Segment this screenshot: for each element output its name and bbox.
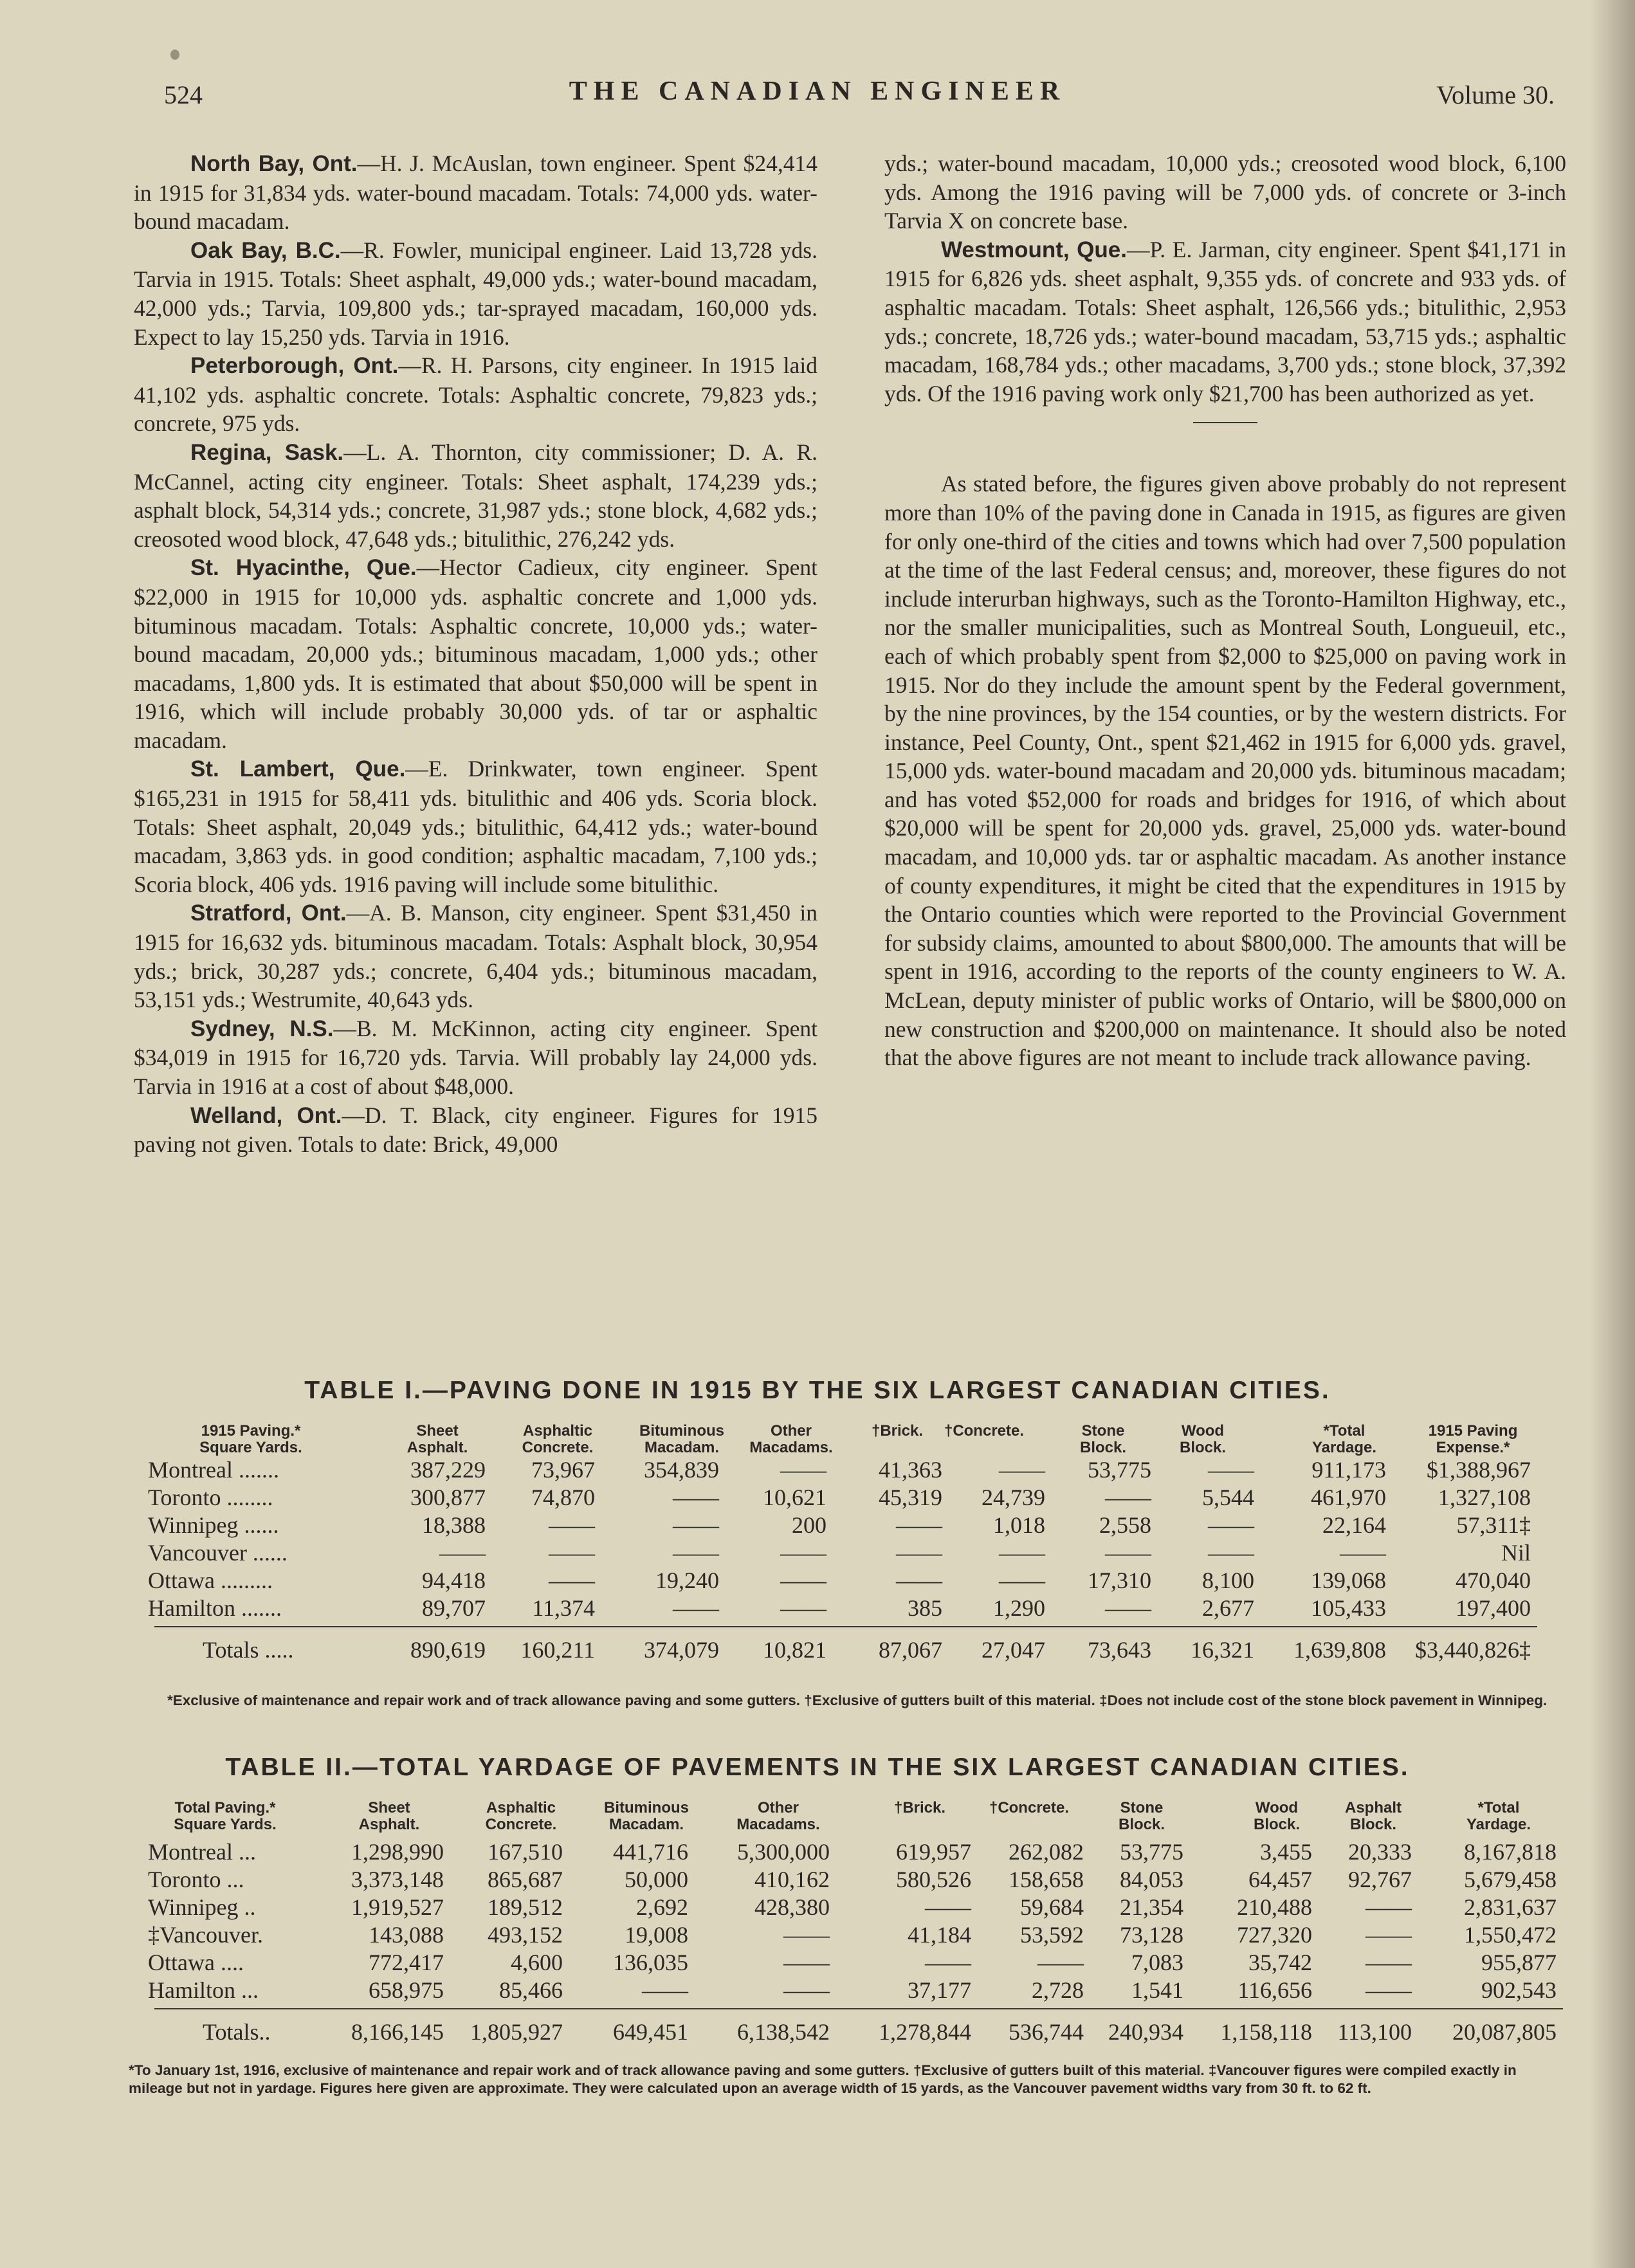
table-cell: 19,240 — [655, 1568, 719, 1593]
table-cell: 18,388 — [422, 1512, 486, 1538]
table-cell: 59,684 — [1020, 1894, 1084, 1920]
table-cell: 1,919,527 — [351, 1894, 444, 1920]
totals-cell: 1,158,118 — [1220, 2019, 1312, 2045]
table-cell: —— — [439, 1540, 486, 1566]
table-cell: —— — [1340, 1540, 1386, 1566]
table-cell: 24,739 — [982, 1485, 1045, 1510]
table-cell: 41,184 — [908, 1922, 971, 1948]
table-cell: 85,466 — [499, 1977, 563, 2003]
table-cell: 35,742 — [1248, 1950, 1312, 1975]
table-cell: 2,831,637 — [1464, 1894, 1557, 1920]
table-cell: 493,152 — [488, 1922, 563, 1948]
table-cell: 57,311‡ — [1456, 1512, 1531, 1538]
column-header: Sheet Asphalt. — [406, 1422, 468, 1456]
table-cell: 865,687 — [488, 1867, 563, 1892]
totals-cell: 890,619 — [410, 1637, 486, 1663]
table-cell: 116,656 — [1238, 1977, 1312, 2003]
table-cell: 89,707 — [422, 1595, 486, 1621]
table-cell: 461,970 — [1311, 1485, 1386, 1510]
row-label: Ottawa .... — [148, 1950, 244, 1975]
totals-cell: 27,047 — [982, 1637, 1045, 1663]
table-cell: 911,173 — [1311, 1457, 1386, 1483]
totals-cell: 240,934 — [1108, 2019, 1183, 2045]
table-cell: 8,167,818 — [1464, 1839, 1557, 1865]
table-cell: 136,035 — [613, 1950, 688, 1975]
table-cell: —— — [549, 1540, 595, 1566]
column-header: Wood Block. — [1179, 1422, 1227, 1456]
table-cell: —— — [673, 1540, 719, 1566]
table-cell: —— — [1037, 1950, 1084, 1975]
table-cell: 5,300,000 — [737, 1839, 830, 1865]
table-cell: —— — [642, 1977, 688, 2003]
table-cell: 189,512 — [488, 1894, 563, 1920]
table-cell: —— — [925, 1894, 971, 1920]
table-cell: —— — [1366, 1894, 1412, 1920]
entry-sydney: Sydney, N.S.—B. M. McKinnon, acting city engineer. Spent $34,019 in 1915 for 16,720 yds. Tarvia. Will probably lay 24,000 yds. Tarvia in 1916 at a cost of about $48,000. — [134, 1015, 818, 1099]
totals-cell: 87,067 — [879, 1637, 942, 1663]
table-cell: 441,716 — [613, 1839, 688, 1865]
row-label: Montreal ....... — [148, 1457, 279, 1483]
table-cell: 262,082 — [1009, 1839, 1084, 1865]
table1-title: TABLE I.—PAVING DONE IN 1915 BY THE SIX LARGEST CANADIAN CITIES. — [304, 1376, 1331, 1404]
totals-label: Totals.. — [203, 2019, 271, 2045]
row-label: Montreal ... — [148, 1839, 256, 1865]
table-cell: 580,526 — [896, 1867, 971, 1892]
table-cell: —— — [673, 1595, 719, 1621]
totals-cell: 160,211 — [520, 1637, 595, 1663]
column-header: Stone Block. — [1079, 1422, 1127, 1456]
welland-continuation: yds.; water-bound macadam, 10,000 yds.; creosoted wood block, 6,100 yds. Among the 1916 paving will be 7,000 yds. of concrete or 3-inch Tarvia X on concrete base. — [884, 151, 1566, 234]
table-cell: 37,177 — [908, 1977, 971, 2003]
column-header: Total Paving.* Square Yards. — [174, 1799, 277, 1833]
totals-rule — [154, 1626, 1537, 1627]
page-curl-shadow — [1590, 0, 1635, 2268]
table-cell: 158,658 — [1009, 1867, 1084, 1892]
table-cell: —— — [673, 1485, 719, 1510]
volume-label: Volume 30. — [1436, 80, 1555, 109]
table-cell: —— — [896, 1568, 942, 1593]
row-label: ‡Vancouver. — [148, 1922, 263, 1948]
table-cell: 1,290 — [993, 1595, 1045, 1621]
table-cell: 53,592 — [1020, 1922, 1084, 1948]
column-header: Wood Block. — [1253, 1799, 1301, 1833]
table-cell: —— — [1208, 1540, 1254, 1566]
totals-cell: 1,805,927 — [470, 2019, 563, 2045]
entry-st-hyacinthe: St. Hyacinthe, Que.—Hector Cadieux, city engineer. Spent $22,000 in 1915 for 10,000 yds. asphaltic concrete and 1,000 yds. bituminous macadam. Totals: Asphaltic concrete, 10,000 yds.; water-bound macadam, 20,000 yds.; bituminous macadam, 1,000 yds.; other macadams, 1,800 yds. It is estimated that about $50,000 will be spent in 1916, which will include probably 30,000 yds. of tar or asphaltic macadam. — [134, 554, 818, 753]
totals-cell: 649,451 — [613, 2019, 688, 2045]
table-cell: —— — [1105, 1595, 1151, 1621]
page-blemish — [170, 50, 179, 60]
table-cell: 619,957 — [896, 1839, 971, 1865]
table-cell: Nil — [1501, 1540, 1531, 1566]
table-cell: —— — [780, 1540, 827, 1566]
entry-st-lambert: St. Lambert, Que.—E. Drinkwater, town engineer. Spent $165,231 in 1915 for 58,411 yds. bitulithic and 406 yds. Scoria block. Totals: Sheet asphalt, 20,049 yds.; bitulithic, 64,412 yds.; water-bound macadam, 3,863 yds. in good condition; asphaltic macadam, 7,100 yds.; Scoria block, 406 yds. 1916 paving will include some bitulithic. — [134, 756, 818, 897]
table-cell: 139,068 — [1311, 1568, 1386, 1593]
table-cell: 727,320 — [1237, 1922, 1312, 1948]
table-cell: —— — [896, 1540, 942, 1566]
table-cell: 658,975 — [369, 1977, 444, 2003]
totals-cell: 16,321 — [1191, 1637, 1254, 1663]
table-cell: 5,679,458 — [1464, 1867, 1557, 1892]
table-cell: —— — [1366, 1922, 1412, 1948]
table-cell: 385 — [908, 1595, 942, 1621]
table-cell: 17,310 — [1088, 1568, 1151, 1593]
totals-cell: 10,821 — [763, 1637, 827, 1663]
table-cell: 45,319 — [879, 1485, 942, 1510]
table-cell: —— — [925, 1950, 971, 1975]
table-cell: —— — [783, 1922, 830, 1948]
table-cell: 2,728 — [1032, 1977, 1084, 2003]
table-cell: 410,162 — [754, 1867, 830, 1892]
column-header: Asphalt Block. — [1344, 1799, 1402, 1833]
table-cell: 2,692 — [636, 1894, 688, 1920]
table-cell: 50,000 — [625, 1867, 688, 1892]
totals-cell: 113,100 — [1337, 2019, 1412, 2045]
table-cell: 8,100 — [1202, 1568, 1254, 1593]
table-cell: 1,550,472 — [1464, 1922, 1557, 1948]
journal-title: THE CANADIAN ENGINEER — [569, 77, 1066, 106]
row-label: Winnipeg ...... — [148, 1512, 279, 1538]
table-cell: —— — [1208, 1512, 1254, 1538]
table-cell: —— — [783, 1977, 830, 2003]
entry-westmount: Westmount, Que.—P. E. Jarman, city engineer. Spent $41,171 in 1915 for 6,826 yds. sheet asphalt, 9,355 yds. of concrete and 933 yds. of asphaltic macadam. Totals: Sheet asphalt, 126,566 yds.; bitulithic, 2,953 yds.; concrete, 18,726 yds.; water-bound macadam, 53,715 yds.; asphaltic macadam, 168,784 yds.; other macadams, 3,700 yds.; stone block, 37,392 yds. Of the 1916 paving work only $21,700 has been authorized as yet. — [884, 236, 1566, 407]
table-cell: 74,870 — [531, 1485, 595, 1510]
totals-cell: 374,079 — [644, 1637, 719, 1663]
table-cell: 428,380 — [754, 1894, 830, 1920]
column-header: 1915 Paving.* Square Yards. — [199, 1422, 302, 1456]
table-cell: 470,040 — [1456, 1568, 1531, 1593]
table-cell: 902,543 — [1481, 1977, 1557, 2003]
table-cell: 41,363 — [879, 1457, 942, 1483]
totals-cell: $3,440,826‡ — [1415, 1637, 1531, 1663]
totals-cell: 536,744 — [1009, 2019, 1084, 2045]
column-header: †Concrete. — [944, 1422, 1025, 1440]
row-label: Ottawa ......... — [148, 1568, 273, 1593]
table-cell: —— — [1366, 1950, 1412, 1975]
column-header: Asphaltic Concrete. — [522, 1422, 594, 1456]
table-cell: 4,600 — [511, 1950, 563, 1975]
table-cell: 19,008 — [625, 1922, 688, 1948]
column-header: Sheet Asphalt. — [358, 1799, 420, 1833]
table-cell: —— — [1105, 1540, 1151, 1566]
table-cell: —— — [780, 1568, 827, 1593]
column-header: Asphaltic Concrete. — [485, 1799, 557, 1833]
table-cell: —— — [549, 1568, 595, 1593]
table-cell: 73,128 — [1120, 1922, 1183, 1948]
table2-title: TABLE II.—TOTAL YARDAGE OF PAVEMENTS IN THE SIX LARGEST CANADIAN CITIES. — [225, 1753, 1410, 1781]
table-cell: 3,373,148 — [351, 1867, 444, 1892]
table-cell: —— — [673, 1512, 719, 1538]
column-header: Bituminous Macadam. — [604, 1799, 689, 1833]
entry-welland: Welland, Ont.—D. T. Black, city engineer. Figures for 1915 paving not given. Totals to date: Brick, 49,000 — [134, 1102, 818, 1158]
table-cell: —— — [999, 1540, 1045, 1566]
table-cell: 2,677 — [1202, 1595, 1254, 1621]
table-cell: 94,418 — [422, 1568, 486, 1593]
table-cell: 10,621 — [763, 1485, 827, 1510]
totals-cell: 73,643 — [1088, 1637, 1151, 1663]
column-header: †Concrete. — [989, 1799, 1070, 1816]
column-header: Stone Block. — [1118, 1799, 1165, 1833]
summary-paragraph: As stated before, the figures given above probably do not represent more than 10% of the paving done in Canada in 1915, as figures are given for only one-third of the cities and towns which had over 7,500 population at the time of the last Federal census; and, moreover, these figures do not include interurban highways, such as the Toronto-Hamilton Highway, etc., nor the smaller municipalities, such as Montreal South, Longueuil, etc., each of which probably spent from $2,000 to $25,000 on paving work in 1915. Nor do they include the amount spent by the Federal government, by the nine provinces, by the 154 counties, or by the western districts. For instance, Peel County, Ont., spent $21,462 in 1915 for 6,000 yds. gravel, 15,000 yds. water-bound macadam and 20,000 yds. bituminous macadam; and has voted $52,000 for roads and bridges for 1916, of which about $20,000 will be spent for 20,000 yds. gravel, 25,000 yds. water-bound macadam, and 10,000 yds. tar or asphaltic macadam. As another instance of county expenditures, it might be cited that the expenditures in 1915 by the Ontario counties which were reported to the Provincial Government for subsidy claims, amounted to about $800,000. The amounts that will be spent in 1916, according to the reports of the county engineers to W. A. McLean, deputy minister of public works of Ontario, will be $800,000 on new construction and $200,000 on maintenance. It should also be noted that the above figures are not meant to include track allowance paving. — [884, 471, 1566, 1071]
totals-label: Totals ..... — [203, 1637, 294, 1663]
table-cell: 53,775 — [1088, 1457, 1151, 1483]
column-header: Other Macadams. — [749, 1422, 833, 1456]
table1 — [148, 1415, 1573, 1685]
column-header: Other Macadams. — [736, 1799, 820, 1833]
table-cell: 11,374 — [532, 1595, 595, 1621]
row-label: Hamilton ... — [148, 1977, 259, 2003]
table-cell: —— — [549, 1512, 595, 1538]
column-header: †Brick. — [871, 1422, 924, 1440]
page-header — [0, 76, 1635, 114]
totals-cell: 8,166,145 — [351, 2019, 444, 2045]
entry-oak-bay: Oak Bay, B.C.—R. Fowler, municipal engineer. Laid 13,728 yds. Tarvia in 1915. Totals: Sheet asphalt, 49,000 yds.; water-bound macadam, 42,000 yds.; Tarvia, 109,800 yds.; tar-sprayed macadam, 160,000 yds. Expect to lay 15,250 yds. Tarvia in 1916. — [134, 237, 818, 350]
left-column — [134, 149, 818, 1159]
row-label: Hamilton ....... — [148, 1595, 282, 1621]
right-column — [884, 149, 1566, 1072]
table-cell: 5,544 — [1202, 1485, 1254, 1510]
column-header: †Brick. — [893, 1799, 946, 1816]
table-cell: 210,488 — [1237, 1894, 1312, 1920]
table-cell: 64,457 — [1248, 1867, 1312, 1892]
table-cell: 105,433 — [1311, 1595, 1386, 1621]
page-number: 524 — [164, 80, 203, 109]
table-cell: 167,510 — [488, 1839, 563, 1865]
row-label: Vancouver ...... — [148, 1540, 288, 1566]
table-cell: 143,088 — [369, 1922, 444, 1948]
table-cell: —— — [780, 1595, 827, 1621]
table-cell: —— — [1366, 1977, 1412, 2003]
row-label: Toronto ........ — [148, 1485, 273, 1510]
table-cell: 21,354 — [1120, 1894, 1183, 1920]
entry-peterborough: Peterborough, Ont.—R. H. Parsons, city engineer. In 1915 laid 41,102 yds. asphaltic concrete. Totals: Asphaltic concrete, 79,823 yds.; concrete, 975 yds. — [134, 352, 818, 437]
table1-footnote: *Exclusive of maintenance and repair work and of track allowance paving and some gutters. †Exclusive of gutters built of this material. ‡Does not include cost of the stone block pavement in Winnipeg. — [167, 1692, 1548, 1708]
table-cell: 772,417 — [369, 1950, 444, 1975]
table-cell: 300,877 — [410, 1485, 486, 1510]
table-cell: 20,333 — [1348, 1839, 1412, 1865]
totals-cell: 6,138,542 — [737, 2019, 830, 2045]
section-divider — [1193, 422, 1257, 423]
table-cell: —— — [999, 1568, 1045, 1593]
table-cell: 7,083 — [1131, 1950, 1183, 1975]
entry-regina: Regina, Sask.—L. A. Thornton, city commissioner; D. A. R. McCannel, acting city engineer. Totals: Sheet asphalt, 174,239 yds.; asphalt block, 54,314 yds.; concrete, 31,987 yds.; stone block, 4,682 yds.; creosoted wood block, 47,648 yds.; bitulithic, 276,242 yds. — [134, 439, 818, 552]
column-header: 1915 Paving Expense.* — [1428, 1422, 1518, 1456]
table-cell: 92,767 — [1348, 1867, 1412, 1892]
column-header: Bituminous Macadam. — [639, 1422, 724, 1456]
table-cell: 1,327,108 — [1438, 1485, 1531, 1510]
table-cell: 3,455 — [1260, 1839, 1312, 1865]
totals-cell: 1,278,844 — [879, 2019, 971, 2045]
table2-footnote: *To January 1st, 1916, exclusive of maintenance and repair work and of track allowance paving and some gutters. †Exclusive of gutters built of this material. ‡Vancouver figures were compiled exactly in mileage but not in yardage. Figures here given are approximate. They were calculated upon an average width of 15 yards, as the Vancouver pavement widths vary from 30 ft. to 62 ft. — [129, 2062, 1517, 2096]
table-cell: 200 — [792, 1512, 827, 1538]
table-cell: —— — [896, 1512, 942, 1538]
table-cell: 387,229 — [410, 1457, 486, 1483]
table-cell: $1,388,967 — [1427, 1457, 1531, 1483]
table-cell: 73,967 — [531, 1457, 595, 1483]
table-cell: 53,775 — [1120, 1839, 1183, 1865]
table2 — [148, 1795, 1573, 2065]
entry-north-bay: North Bay, Ont.—H. J. McAuslan, town engineer. Spent $24,414 in 1915 for 31,834 yds. water-bound macadam. Totals: 74,000 yds. water-bound macadam. — [134, 151, 818, 235]
totals-rule — [154, 2008, 1563, 2009]
row-label: Toronto ... — [148, 1867, 244, 1892]
table-cell: 955,877 — [1481, 1950, 1557, 1975]
table-cell: —— — [1208, 1457, 1254, 1483]
column-header: *Total Yardage. — [1311, 1422, 1377, 1456]
entry-stratford: Stratford, Ont.—A. B. Manson, city engineer. Spent $31,450 in 1915 for 16,632 yds. bituminous macadam. Totals: Asphalt block, 30,954 yds.; brick, 30,287 yds.; concrete, 6,404 yds.; bituminous macadam, 53,151 yds.; Westrumite, 40,643 yds. — [134, 900, 818, 1013]
table-cell: 1,298,990 — [351, 1839, 444, 1865]
table-cell: 2,558 — [1099, 1512, 1151, 1538]
table-cell: 1,018 — [993, 1512, 1045, 1538]
table-cell: —— — [780, 1457, 827, 1483]
table-cell: 1,541 — [1131, 1977, 1183, 2003]
row-label: Winnipeg .. — [148, 1894, 256, 1920]
table-cell: —— — [1105, 1485, 1151, 1510]
table-cell: 197,400 — [1456, 1595, 1531, 1621]
column-header: *Total Yardage. — [1466, 1799, 1531, 1833]
table-cell: 354,839 — [644, 1457, 719, 1483]
totals-cell: 1,639,808 — [1293, 1637, 1386, 1663]
table-cell: 84,053 — [1120, 1867, 1183, 1892]
table-cell: —— — [783, 1950, 830, 1975]
totals-cell: 20,087,805 — [1452, 2019, 1557, 2045]
table-cell: —— — [999, 1457, 1045, 1483]
table-cell: 22,164 — [1322, 1512, 1386, 1538]
